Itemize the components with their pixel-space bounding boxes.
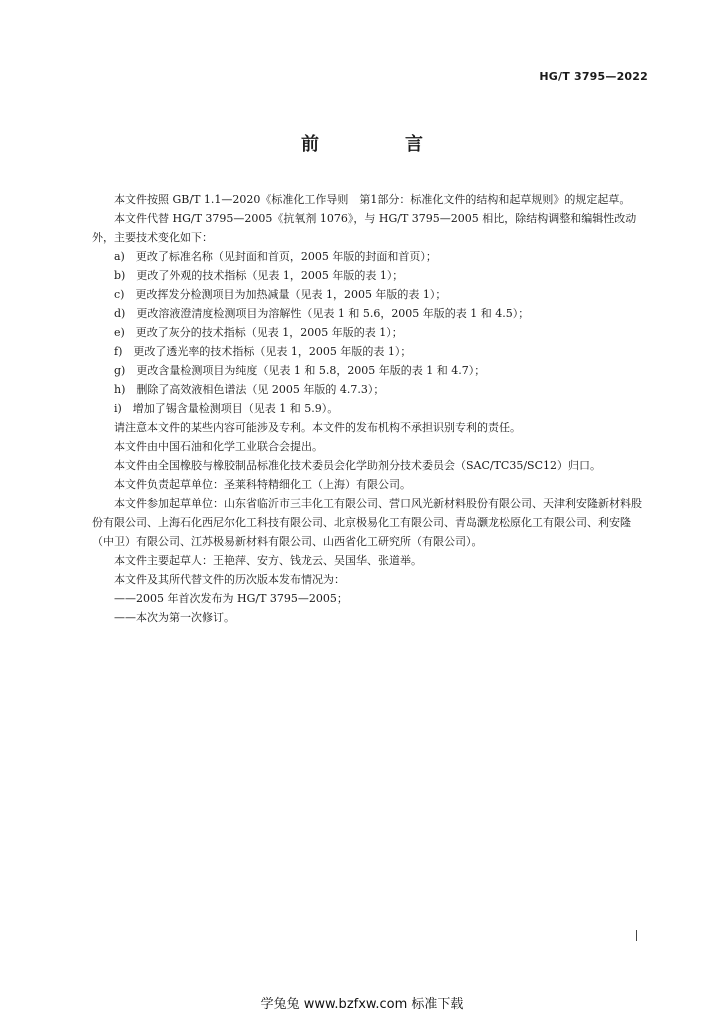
paragraph-drafting-rules: 本文件按照 GB/T 1.1—2020《标准化工作导则 第1部分：标准化文件的结构和起草规则》的规定起草。 [114, 193, 631, 206]
list-item: b) 更改了外观的技术指标（见表 1，2005 年版的表 1）； [114, 269, 404, 282]
paragraph-participants: 本文件参加起草单位：山东省临沂市三丰化工有限公司、营口风光新材料股份有限公司、天津利安隆新材料股份有限公司、上海石化西尼尔化工科技有限公司、北京极易化工有限公司、青岛灏龙松原化工有限公司、利安隆（中卫）有限公司、江苏极易新材料有限公司、山西省化工研究所（有限公司）。 [92, 497, 642, 548]
paragraph-committee: 本文件由全国橡胶与橡胶制品标准化技术委员会化学助剂分技术委员会（SAC/TC35/SC12）归口。 [114, 459, 602, 472]
paragraph-history-intro: 本文件及其所代替文件的历次版本发布情况为： [114, 573, 345, 586]
history-item: ——本次为第一次修订。 [114, 611, 235, 624]
history-item: ——2005 年首次发布为 HG/T 3795—2005； [114, 592, 348, 605]
list-item: e) 更改了灰分的技术指标（见表 1，2005 年版的表 1）； [114, 326, 403, 339]
standard-number: HG/T 3795—2022 [539, 70, 648, 83]
page-title: 前 言 [301, 134, 457, 155]
paragraph-lead-drafter: 本文件负责起草单位：圣莱科特精细化工（上海）有限公司。 [114, 478, 411, 491]
footer-watermark: 学兔兔 www.bzfxw.com 标准下载 [260, 997, 464, 1012]
list-item: f) 更改了透光率的技术指标（见表 1，2005 年版的表 1）； [114, 345, 412, 358]
list-item: d) 更改溶液澄清度检测项目为溶解性（见表 1 和 5.6，2005 年版的表 1 和 4.5）； [114, 307, 530, 320]
paragraph-proposer: 本文件由中国石油和化学工业联合会提出。 [114, 440, 323, 453]
list-item: c) 更改挥发分检测项目为加热减量（见表 1，2005 年版的表 1）； [114, 288, 447, 301]
list-item: i) 增加了锡含量检测项目（见表 1 和 5.9）。 [114, 402, 339, 415]
foreword-body [92, 190, 652, 627]
list-item: h) 删除了高效液相色谱法（见 2005 年版的 4.7.3）； [114, 383, 385, 396]
paragraph-authors: 本文件主要起草人：王艳萍、安方、钱龙云、吴国华、张道举。 [114, 554, 422, 567]
list-item: g) 更改含量检测项目为纯度（见表 1 和 5.8，2005 年版的表 1 和 4.7）； [114, 364, 486, 377]
paragraph-patent-notice: 请注意本文件的某些内容可能涉及专利。本文件的发布机构不承担识别专利的责任。 [114, 421, 521, 434]
page-folio-mark [636, 930, 637, 941]
list-item: a) 更改了标准名称（见封面和首页，2005 年版的封面和首页）； [114, 250, 437, 263]
paragraph-replacement: 本文件代替 HG/T 3795—2005《抗氧剂 1076》，与 HG/T 3795—2005 相比，除结构调整和编辑性改动外，主要技术变化如下： [92, 212, 637, 244]
